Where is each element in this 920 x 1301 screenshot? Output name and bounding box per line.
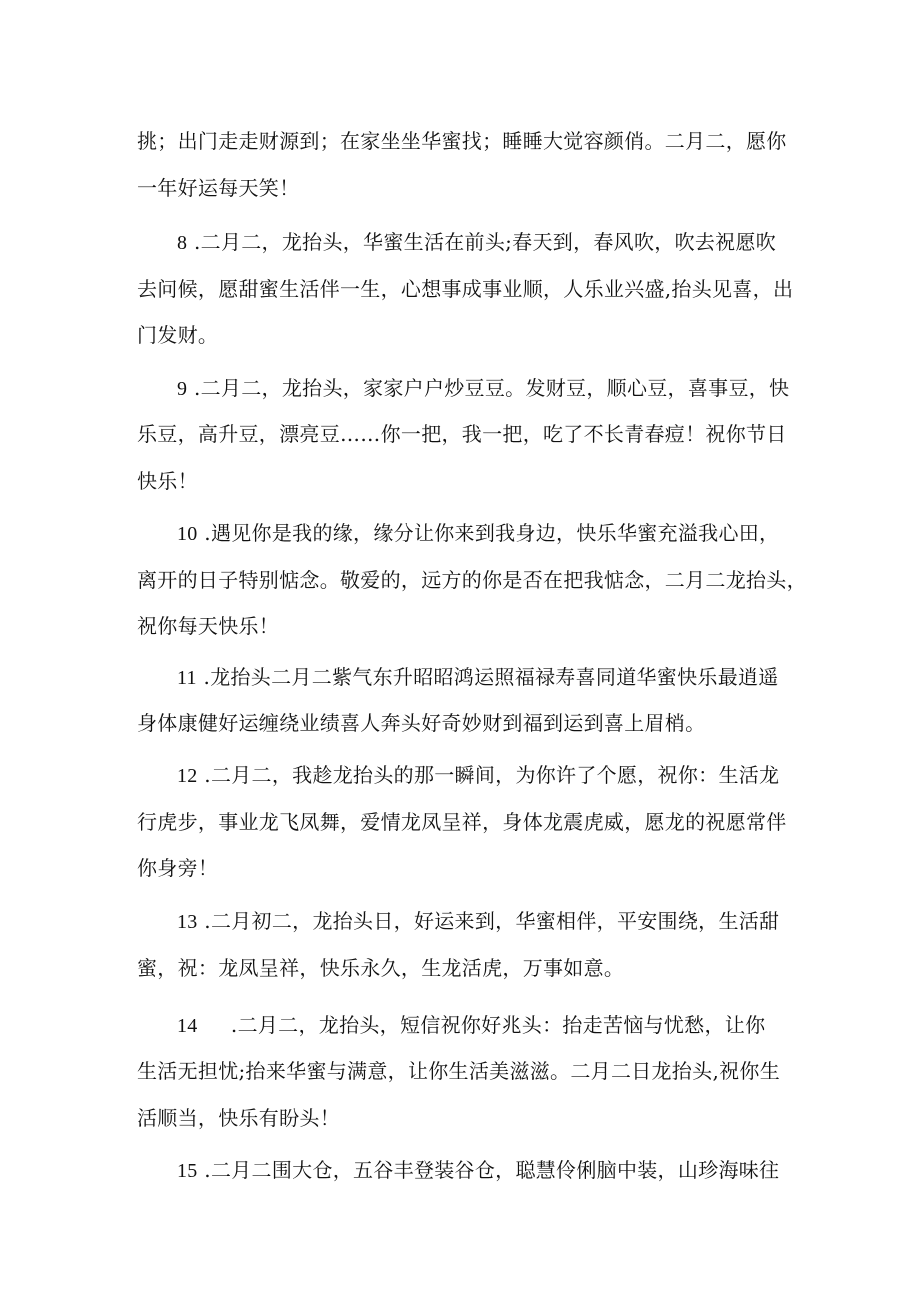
item-10-text-1: .遇见你是我的缘，缘分让你来到我身边，快乐华蜜充溢我心田， — [204, 521, 780, 545]
item-14-line-2: 生活无担忧;抬来华蜜与满意，让你生活美滋滋。二月二日龙抬头,祝你生 — [137, 1059, 780, 1083]
item-12-line-1 — [177, 761, 797, 790]
item-10-line-1 — [177, 519, 797, 548]
item-11-text-1: .龙抬头二月二紫气东升昭昭鸿运照福禄寿喜同道华蜜快乐最逍遥 — [203, 665, 779, 689]
item-12-line-2: 行虎步，事业龙飞凤舞，爱情龙凤呈祥，身体龙震虎威，愿龙的祝愿常伴 — [137, 810, 787, 834]
item-11-line-2: 身体康健好运缠绕业绩喜人奔头好奇妙财到福到运到喜上眉梢。 — [137, 711, 706, 735]
item-13-line-1 — [177, 907, 797, 936]
item-13-line-2: 蜜，祝：龙凤呈祥，快乐永久，生龙活虎，万事如意。 — [137, 956, 625, 980]
item-8-line-1 — [177, 228, 797, 257]
item-9-line-3: 快乐！ — [137, 469, 198, 493]
item-13-text-1: .二月初二，龙抬头日，好运来到，华蜜相伴，平安围绕，生活甜 — [204, 909, 780, 933]
item-15-line-1 — [177, 1156, 797, 1185]
item-10-number: 10 — [177, 523, 198, 545]
item-10-line-2: 离开的日子特别惦念。敬爱的，远方的你是否在把我惦念，二月二龙抬头， — [137, 568, 807, 592]
item-11-number: 11 — [177, 667, 197, 689]
item-14-line-3: 活顺当，快乐有盼头！ — [137, 1106, 340, 1130]
item-14-number: 14 — [177, 1015, 198, 1037]
item-9-number: 9 — [177, 378, 188, 400]
item-13-number: 13 — [177, 911, 198, 933]
intro-line-1: 挑；出门走走财源到；在家坐坐华蜜找；睡睡大觉容颜俏。二月二，愿你 — [137, 129, 787, 153]
item-8-number: 8 — [177, 232, 188, 254]
item-14-line-1 — [177, 1011, 797, 1040]
item-11-line-1 — [177, 663, 797, 692]
item-15-text-1: .二月二围大仓，五谷丰登装谷仓，聪慧伶俐脑中装，山珍海味往 — [204, 1158, 780, 1182]
item-10-line-3: 祝你每天快乐！ — [137, 614, 280, 638]
item-8-line-3: 门发财。 — [137, 323, 219, 347]
intro-line-2: 一年好运每天笑！ — [137, 176, 300, 200]
item-12-line-3: 你身旁！ — [137, 856, 219, 880]
item-12-number: 12 — [177, 765, 198, 787]
item-9-line-2: 乐豆，高升豆，漂亮豆……你一把，我一把，吃了不长青春痘！祝你节日 — [137, 422, 787, 446]
item-15-number: 15 — [177, 1160, 198, 1182]
item-9-text-1: .二月二，龙抬头，家家户户炒豆豆。发财豆，顺心豆，喜事豆，快 — [193, 376, 790, 400]
item-8-text-1: .二月二，龙抬头，华蜜生活在前头;春天到，春风吹，吹去祝愿吹 — [193, 230, 777, 254]
item-14-text-1: .二月二，龙抬头，短信祝你好兆头：抬走苦恼与忧愁，让你 — [230, 1013, 766, 1037]
item-8-line-2: 去问候，愿甜蜜生活伴一生，心想事成事业顺，人乐业兴盛,抬头见喜，出 — [137, 277, 794, 301]
item-12-text-1: .二月二，我趁龙抬头的那一瞬间，为你许了个愿，祝你：生活龙 — [204, 763, 780, 787]
item-9-line-1 — [177, 374, 797, 403]
